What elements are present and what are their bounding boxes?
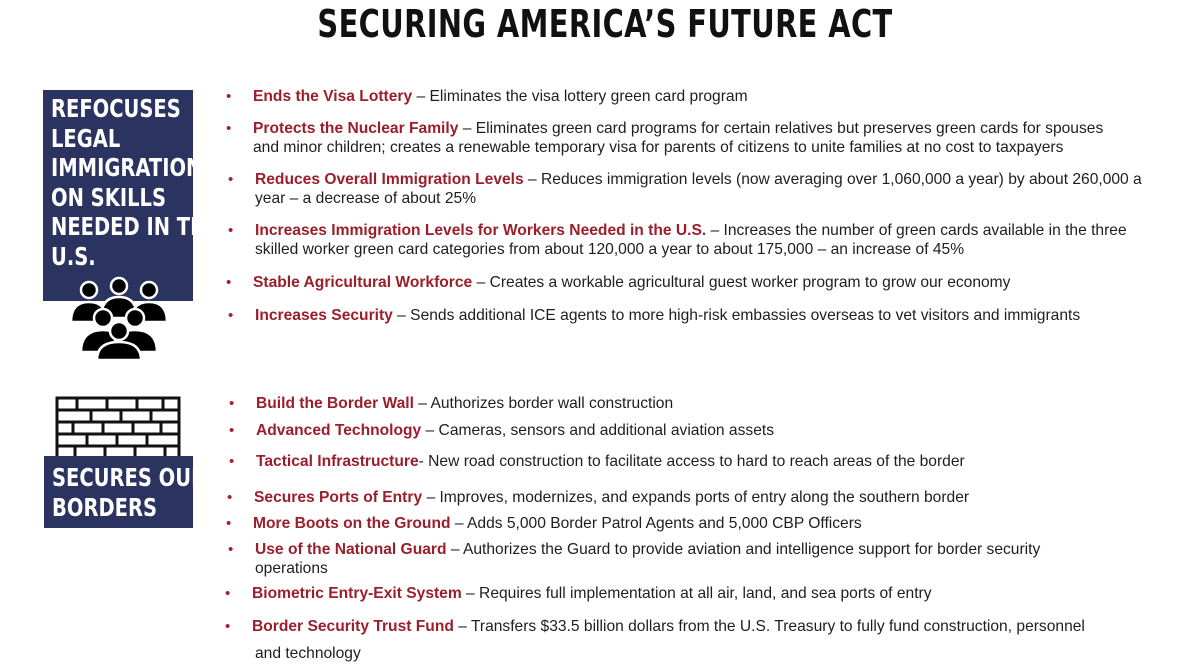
item-description: – Cameras, sensors and additional aviation assets — [421, 422, 775, 439]
item-heading: Protects the Nuclear Family — [253, 120, 463, 137]
item-description-cont: skilled worker green card categories from about 120,000 a year to about 175,000 – an increase of 45% — [255, 241, 965, 258]
item-description-cont: and minor children; creates a renewable temporary visa for parents of citizens to unite families at no cost to taxpayers — [253, 139, 1064, 156]
panel-legal-immigration — [43, 90, 220, 301]
bullet-icon: • — [225, 585, 231, 602]
panel-line: ON SKILLS — [51, 182, 167, 212]
bullet-icon: • — [229, 395, 235, 412]
bullet-icon: • — [229, 422, 235, 439]
panel-line: BORDERS — [52, 492, 158, 522]
bullet-icon: • — [226, 120, 232, 137]
bullet-icon: • — [227, 489, 233, 506]
item-heading: Advanced Technology — [256, 422, 422, 439]
item-description: – Adds 5,000 Border Patrol Agents and 5,000 CBP Officers — [450, 515, 862, 532]
item-heading: Ends the Visa Lottery — [253, 88, 413, 105]
panel-line: REFOCUSES — [51, 94, 181, 123]
item-heading: Increases Immigration Levels for Workers Needed in the U.S. — [255, 222, 707, 239]
item-description: – Eliminates green card programs for certain relatives but preserves green cards for spouses — [462, 120, 1104, 137]
bullet-icon: • — [228, 541, 234, 558]
panel-line: IMMIGRATION — [51, 153, 203, 182]
bullet-icon: • — [225, 618, 231, 635]
item-description: – Transfers $33.5 billion dollars from the U.S. Treasury to fully fund construction, personnel — [453, 618, 1085, 635]
item-description: – Creates a workable agricultural guest worker program to grow our economy — [472, 274, 1011, 291]
bullet-icon: • — [226, 88, 232, 105]
bullet-icon: • — [226, 515, 232, 532]
item-description: – Reduces immigration levels (now averaging over 1,060,000 a year) by about 260,000 a — [523, 171, 1142, 188]
item-description: – Eliminates the visa lottery green card program — [412, 88, 748, 105]
item-heading: More Boots on the Ground — [253, 515, 451, 532]
people-group-icon — [67, 276, 171, 360]
item-description: – Authorizes border wall construction — [413, 395, 674, 412]
panel-line: LEGAL — [51, 123, 121, 153]
panel-line: SECURES OUR — [52, 463, 207, 492]
item-description: – Authorizes the Guard to provide aviation and intelligence support for border security — [446, 541, 1041, 558]
item-description-cont: year – a decrease of about 25% — [255, 190, 477, 207]
item-description: – Increases the number of green cards available in the three — [706, 222, 1127, 239]
item-description: – Improves, modernizes, and expands ports of entry along the southern border — [422, 489, 970, 506]
bullet-icon: • — [228, 171, 234, 188]
item-heading: Secures Ports of Entry — [254, 489, 423, 506]
item-description: – Sends additional ICE agents to more high-risk embassies overseas to vet visitors and immigrants — [392, 307, 1081, 324]
panel-line: U.S. — [51, 241, 96, 271]
item-heading: Border Security Trust Fund — [252, 618, 454, 635]
item-description: – Requires full implementation at all air, land, and sea ports of entry — [461, 585, 932, 602]
page-title: SECURING AMERICA’S FUTURE ACT — [317, 2, 893, 46]
item-heading: Build the Border Wall — [256, 395, 414, 412]
bullet-icon: • — [228, 307, 234, 324]
panel-secures-borders — [44, 456, 207, 528]
item-heading: Tactical Infrastructure — [256, 453, 419, 470]
bullet-icon: • — [226, 274, 232, 291]
item-heading: Increases Security — [255, 307, 393, 324]
item-heading: Stable Agricultural Workforce — [253, 274, 473, 291]
item-description: - New road construction to facilitate access to hard to reach areas of the border — [418, 453, 965, 470]
bullet-icon: • — [228, 222, 234, 239]
panel-line: NEEDED IN THE — [51, 212, 220, 241]
item-description-cont: operations — [255, 560, 328, 577]
item-heading: Biometric Entry-Exit System — [252, 585, 462, 602]
item-description-cont: and technology — [255, 645, 361, 662]
brick-wall-icon — [55, 396, 181, 460]
item-heading: Reduces Overall Immigration Levels — [255, 171, 524, 188]
item-heading: Use of the National Guard — [255, 541, 447, 558]
bullet-icon: • — [229, 453, 235, 470]
